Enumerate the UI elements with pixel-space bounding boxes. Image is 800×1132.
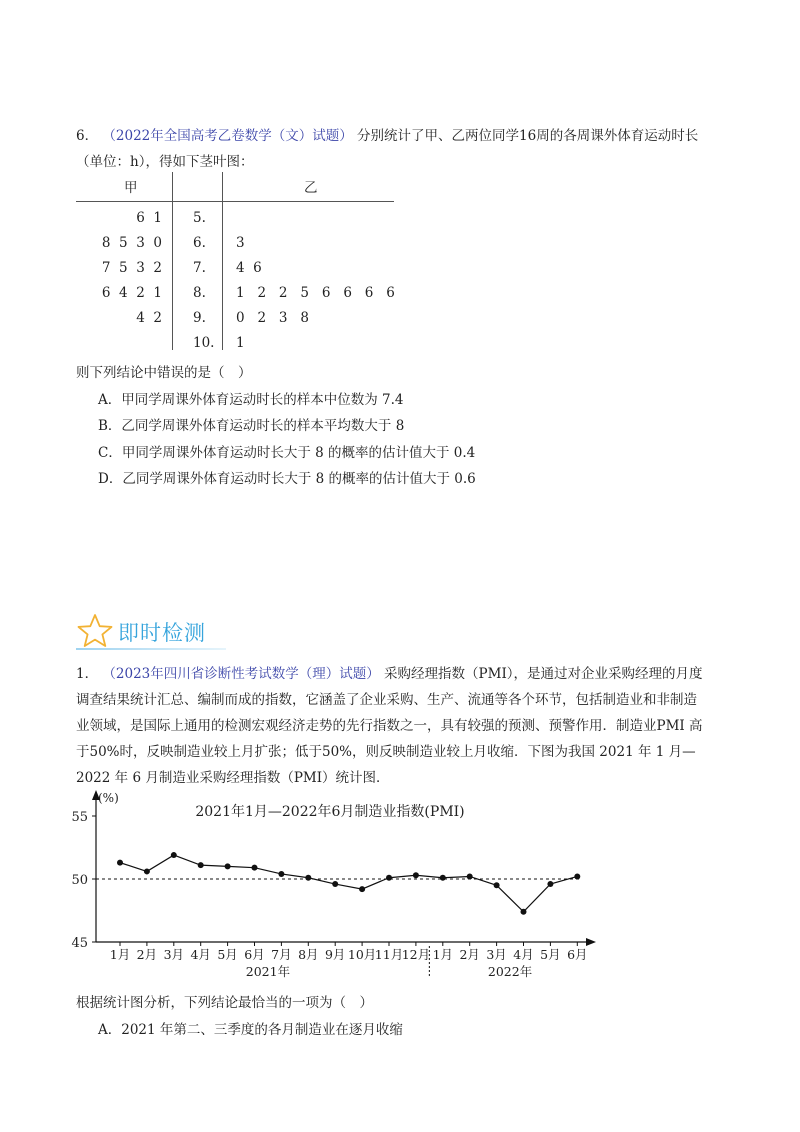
x-tick-label: 9月 — [324, 947, 346, 962]
stem-leaf-plot — [76, 172, 396, 350]
pmi-data-point — [440, 875, 446, 881]
stem-row-right-leaves: 3 — [236, 235, 245, 251]
x-axis-arrow — [586, 938, 596, 946]
y-tick-label: 45 — [71, 936, 88, 951]
x-tick-label: 1月 — [432, 947, 454, 962]
pmi-data-point — [144, 868, 150, 874]
section-title: 即时检测 — [118, 621, 206, 645]
q6-option-c[interactable]: C．甲同学周课外体育运动时长大于 8 的概率的估计值大于 0.4 — [98, 445, 476, 461]
x-tick-label: 6月 — [567, 947, 588, 962]
x-tick-label: 4月 — [190, 947, 211, 962]
pmi-data-point — [171, 852, 177, 858]
pmi-data-point — [278, 871, 284, 877]
q6-line1 — [76, 124, 698, 144]
stem-row-right-leaves: 4 6 — [236, 260, 262, 276]
x-tick-label: 5月 — [217, 947, 238, 962]
q6-number: 6． — [76, 128, 99, 144]
chart-marks — [117, 852, 580, 915]
q1-text: 采购经理指数（PMI），是通过对企业采购经理的月度 — [384, 666, 703, 682]
q1-prompt: 根据统计图分析，下列结论最恰当的一项为（ ） — [76, 995, 373, 1011]
stem-row-left-leaves: 8 5 3 0 — [101, 235, 162, 251]
x-tick-label: 3月 — [486, 947, 507, 962]
x-tick-label: 2月 — [459, 947, 480, 962]
pmi-data-point — [547, 881, 553, 887]
stem-row-left-leaves: 4 2 — [136, 310, 162, 326]
stem-row-right-leaves: 1 2 2 5 6 6 6 6 — [236, 285, 395, 301]
stem-row-left-leaves: 6 4 2 1 — [101, 285, 162, 301]
pmi-data-point — [521, 909, 527, 915]
pmi-series-line — [120, 855, 577, 912]
x-tick-label: 11月 — [374, 947, 404, 962]
q6-option-b[interactable]: B．乙同学周课外体育运动时长的样本平均数大于 8 — [98, 418, 405, 434]
q1-line5: 2022 年 6 月制造业采购经理指数（PMI）统计图． — [76, 770, 390, 786]
stem-row-stem: 10. — [193, 335, 215, 351]
pmi-data-point — [117, 860, 123, 866]
pmi-data-point — [494, 882, 500, 888]
x-tick-label: 10月 — [347, 947, 377, 962]
chart-title: 2021年1月—2022年6月制造业指数(PMI) — [195, 804, 465, 820]
year-label-2022: 2022年 — [487, 964, 533, 979]
stem-row-right-leaves: 0 2 3 8 — [236, 310, 309, 326]
y-tick-label: 55 — [71, 810, 88, 825]
stem-header-rule — [76, 201, 394, 202]
stem-row-stem: 8. — [193, 285, 206, 301]
q1-source[interactable]: （2023年四川省诊断性考试数学（理）试题） — [102, 666, 380, 682]
star-icon — [76, 612, 114, 650]
y-tick-label: 50 — [71, 873, 88, 888]
stem-header-left: 甲 — [124, 180, 138, 196]
pmi-data-point — [386, 875, 392, 881]
stem-row-left-leaves: 7 5 3 2 — [101, 260, 162, 276]
q1-option-a[interactable]: A．2021 年第二、三季度的各月制造业在逐月收缩 — [98, 1022, 403, 1038]
stem-row-left-leaves: 6 1 — [136, 210, 162, 226]
pmi-data-point — [574, 873, 580, 879]
year-label-2021: 2021年 — [245, 964, 291, 979]
x-tick-label: 4月 — [513, 947, 534, 962]
x-tick-label: 2月 — [136, 947, 158, 962]
pmi-data-point — [467, 873, 473, 879]
x-tick-label: 3月 — [163, 947, 185, 962]
pmi-data-point — [332, 881, 338, 887]
stem-row-stem: 9. — [193, 310, 206, 326]
pmi-line-chart — [60, 786, 620, 986]
q6-line2: （单位：h），得如下茎叶图： — [76, 154, 254, 170]
q1-line1 — [76, 662, 703, 682]
stem-row-stem: 7. — [193, 260, 206, 276]
stem-row-stem: 5. — [193, 210, 206, 226]
pmi-data-point — [252, 865, 258, 871]
stem-header-right: 乙 — [304, 180, 318, 196]
q6-text: 分别统计了甲、乙两位同学16周的各周课外体育运动时长 — [357, 128, 699, 144]
q6-source[interactable]: （2022年全国高考乙卷数学（文）试题） — [102, 128, 353, 144]
pmi-data-point — [305, 875, 311, 881]
section-underline — [76, 648, 226, 650]
q6-prompt: 则下列结论中错误的是（ ） — [76, 365, 252, 381]
chart-ylabel: (%) — [98, 791, 119, 805]
x-tick-label: 8月 — [298, 947, 319, 962]
q6-option-a[interactable]: A．甲同学周课外体育运动时长的样本中位数为 7.4 — [98, 392, 404, 408]
q6-option-d[interactable]: D．乙同学周课外体育运动时长大于 8 的概率的估计值大于 0.6 — [98, 471, 476, 487]
pmi-data-point — [225, 863, 231, 869]
stem-row-right-leaves: 1 — [236, 335, 245, 351]
q1-line2: 调查结果统计汇总、编制而成的指数，它涵盖了企业采购、生产、流通等各个环节，包括制造业和非制造 — [76, 692, 697, 708]
stem-row-stem: 6. — [193, 235, 206, 251]
pmi-data-point — [359, 886, 365, 892]
pmi-data-point — [198, 862, 204, 868]
pmi-data-point — [413, 872, 419, 878]
stem-divider-left — [172, 172, 173, 350]
x-tick-label: 12月 — [401, 947, 431, 962]
x-tick-label: 5月 — [540, 947, 561, 962]
q1-line3: 业领域，是国际上通用的检测宏观经济走势的先行指数之一，具有较强的预测、预警作用．制造业PMI 高 — [76, 718, 703, 734]
q1-line4: 于50%时，反映制造业较上月扩张；低于50%，则反映制造业较上月收缩．下图为我国 2021 年 1 月— — [76, 744, 696, 760]
q1-number: 1． — [76, 666, 99, 682]
x-tick-label: 7月 — [271, 947, 292, 962]
stem-divider-right — [222, 172, 223, 350]
x-tick-label: 6月 — [244, 947, 265, 962]
x-tick-label: 1月 — [109, 947, 131, 962]
